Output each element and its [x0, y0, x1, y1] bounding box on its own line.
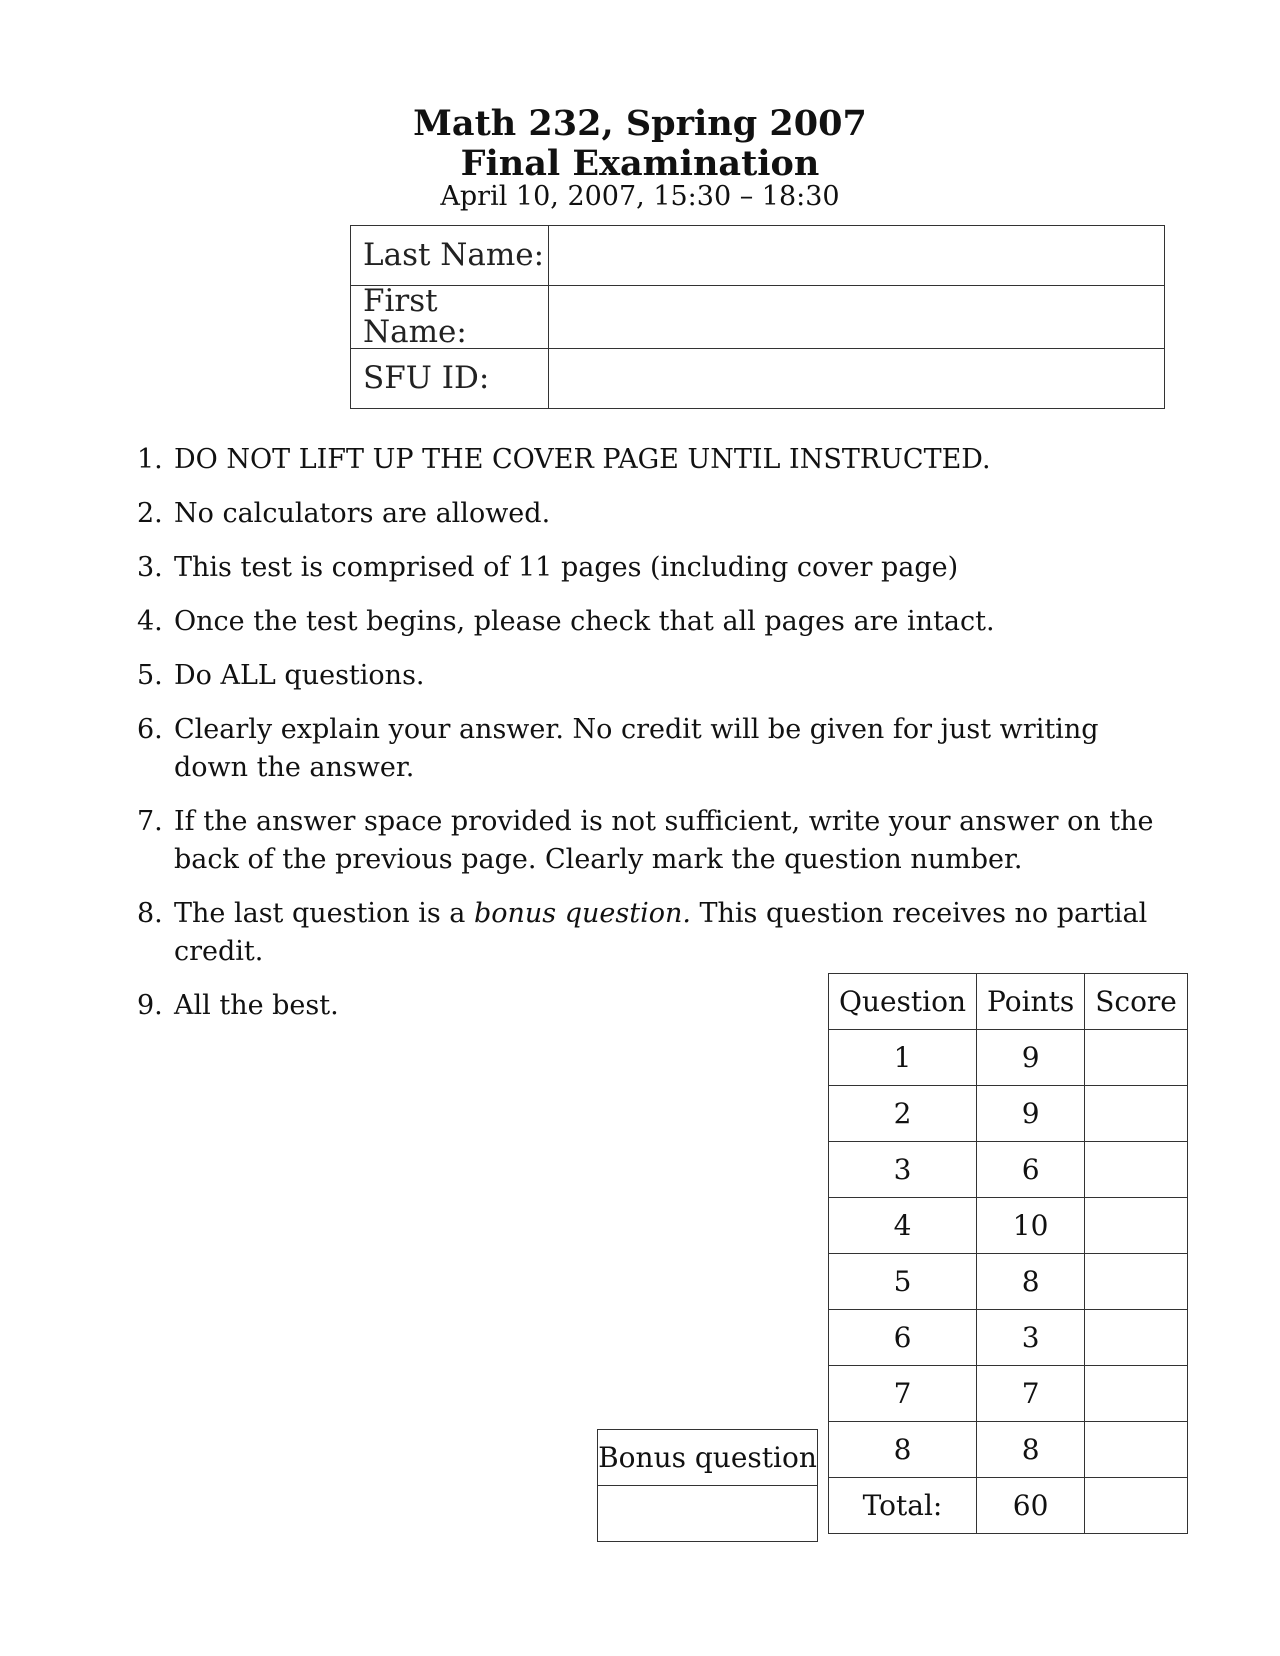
score-cell[interactable] [1085, 1086, 1188, 1142]
instruction-item [0, 803, 1164, 879]
instruction-number: 3. [137, 552, 163, 583]
last-name-field[interactable] [549, 226, 1165, 286]
question-points: 9 [977, 1030, 1085, 1086]
sfu-id-label: SFU ID: [351, 349, 549, 409]
last-name-label: Last Name: [351, 226, 549, 286]
instruction-number: 2. [137, 498, 163, 529]
question-points: 7 [977, 1366, 1085, 1422]
first-name-row [351, 286, 1165, 349]
instructions-list [0, 441, 1164, 1025]
header-score: Score [1085, 974, 1188, 1030]
instruction-text: DO NOT LIFT UP THE COVER PAGE UNTIL INSTRUCTED. [174, 444, 991, 475]
question-points: 6 [977, 1142, 1085, 1198]
question-points: 9 [977, 1086, 1085, 1142]
table-row [829, 1086, 1188, 1142]
question-points: 3 [977, 1310, 1085, 1366]
instruction-item [0, 441, 1164, 479]
instruction-number: 9. [137, 990, 163, 1021]
instruction-number: 4. [137, 606, 163, 637]
instruction-text: No calculators are allowed. [174, 498, 551, 529]
bonus-box [597, 1429, 818, 1542]
score-cell[interactable] [1085, 1142, 1188, 1198]
instruction-text: This question receives no partial credit. [174, 898, 1148, 967]
instruction-number: 5. [137, 660, 163, 691]
first-name-field[interactable] [549, 286, 1165, 349]
instruction-item [0, 603, 1164, 641]
instruction-text: The last question is a [174, 898, 474, 929]
instruction-number: 1. [137, 444, 163, 475]
instruction-number: 7. [137, 806, 163, 837]
total-points: 60 [977, 1478, 1085, 1534]
question-number: 4 [829, 1198, 977, 1254]
total-label: Total: [829, 1478, 977, 1534]
question-points: 8 [977, 1422, 1085, 1478]
table-row [829, 1198, 1188, 1254]
question-number: 7 [829, 1366, 977, 1422]
total-row [829, 1478, 1188, 1534]
table-row [829, 1366, 1188, 1422]
header-points: Points [977, 974, 1085, 1030]
instruction-text: Clearly explain your answer. No credit will be given for just writing down the answer. [174, 714, 1099, 783]
score-cell[interactable] [1085, 1030, 1188, 1086]
total-score-cell[interactable] [1085, 1478, 1188, 1534]
question-points: 10 [977, 1198, 1085, 1254]
score-cell[interactable] [1085, 1198, 1188, 1254]
sfu-id-row [351, 349, 1165, 409]
instruction-emphasis: bonus question. [473, 898, 691, 929]
score-cell[interactable] [1085, 1254, 1188, 1310]
table-row [829, 1310, 1188, 1366]
instruction-text: All the best. [174, 990, 339, 1021]
score-cell[interactable] [1085, 1366, 1188, 1422]
table-row [829, 1254, 1188, 1310]
question-number: 3 [829, 1142, 977, 1198]
instruction-text: Once the test begins, please check that all pages are intact. [174, 606, 995, 637]
student-info-box [350, 225, 1165, 409]
instruction-text: Do ALL questions. [174, 660, 425, 691]
question-number: 8 [829, 1422, 977, 1478]
bonus-score-cell[interactable] [598, 1486, 818, 1542]
instruction-number: 8. [137, 898, 163, 929]
exam-datetime: April 10, 2007, 15:30 – 18:30 [440, 181, 840, 212]
exam-title: Final Examination [460, 143, 820, 184]
table-row [829, 1030, 1188, 1086]
instruction-item [0, 495, 1164, 533]
score-table-header [829, 974, 1188, 1030]
bonus-header-row [598, 1430, 818, 1486]
sfu-id-field[interactable] [549, 349, 1165, 409]
instruction-text: If the answer space provided is not sufficient, write your answer on the back of the previous page. Clearly mark the question number. [174, 806, 1154, 875]
last-name-row [351, 226, 1165, 286]
score-cell[interactable] [1085, 1310, 1188, 1366]
question-number: 2 [829, 1086, 977, 1142]
instruction-text: This test is comprised of 11 pages (including cover page) [174, 552, 959, 583]
bonus-score-row [598, 1486, 818, 1542]
question-number: 1 [829, 1030, 977, 1086]
bonus-label: Bonus question [598, 1430, 818, 1486]
header-question: Question [829, 974, 977, 1030]
instruction-item [0, 711, 1164, 787]
score-table [828, 973, 1188, 1534]
instruction-number: 6. [137, 714, 163, 745]
instruction-item [0, 895, 1164, 971]
instruction-item [0, 657, 1164, 695]
question-number: 5 [829, 1254, 977, 1310]
question-number: 6 [829, 1310, 977, 1366]
course-title: Math 232, Spring 2007 [413, 103, 867, 144]
instruction-item [0, 549, 1164, 587]
table-row [829, 1142, 1188, 1198]
first-name-label: First Name: [351, 286, 549, 349]
score-cell[interactable] [1085, 1422, 1188, 1478]
table-row [829, 1422, 1188, 1478]
question-points: 8 [977, 1254, 1085, 1310]
